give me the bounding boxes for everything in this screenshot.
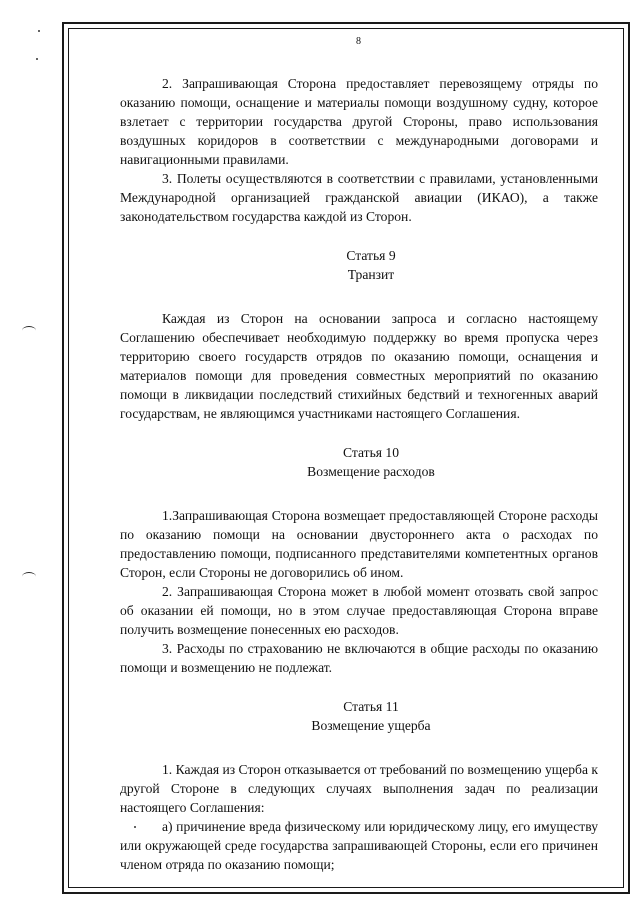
page-number: 8 — [356, 36, 361, 47]
section-article-9 — [120, 246, 598, 423]
scan-speck — [36, 58, 38, 60]
section-article-10 — [120, 443, 598, 677]
article-title: Возмещение ущерба — [311, 718, 431, 733]
binding-hole-mark — [22, 326, 36, 335]
scan-speck — [38, 30, 40, 32]
paragraph: Каждая из Сторон на основании запроса и согласно настоящему Соглашению обеспечивает необходимую поддержку во время пропуска через территорию своего государств отрядов по оказанию помощи, оснащения и материалов помощи для проведения совместных мероприятий по оказанию помощи в ликвидации последствий стихийных бедствий и техногенных аварий государствам, не являющимся участниками настоящего Соглашения. — [120, 311, 598, 421]
paragraph: 1.Запрашивающая Сторона возмещает предоставляющей Стороне расходы по оказанию помощи на основании двустороннего акта о расходах по предоставлению помощи, подписанного представителями компетентных органов Сторон, если Стороны не договорились об ином. — [120, 508, 598, 580]
paragraph: 2. Запрашивающая Сторона предоставляет перевозящему отряды по оказанию помощи, оснащение и материалы помощи воздушному судну, которое взлетает с территории государства другой Стороны, право использования воздушных коридоров в соответствии с международными договорами и навигационными правилами. — [120, 76, 598, 167]
paragraph: 3. Расходы по страхованию не включаются в общие расходы по оказанию помощи и возмещению не подлежат. — [120, 641, 598, 675]
binding-hole-mark — [22, 572, 36, 581]
article-number: Статья 10 — [342, 445, 400, 460]
paragraph: 3. Полеты осуществляются в соответствии с правилами, установленными Международной организацией гражданской авиации (ИКАО), а также законодательством государства каждой из Сторон. — [120, 171, 598, 224]
article-title: Возмещение расходов — [307, 464, 435, 479]
paragraph: а) причинение вреда физическому или юридическому лицу, его имуществу или окружающей среде государства запрашивающей Стороны, если его причинен членом отряда по оказанию помощи; — [120, 819, 598, 872]
paragraph: 1. Каждая из Сторон отказывается от требований по возмещению ущерба к другой Стороне в следующих случаях выполнения задач по реализации настоящего Соглашения: — [120, 762, 599, 815]
document-body — [120, 74, 598, 874]
section-article-8-continued — [120, 74, 598, 226]
article-number: Статья 9 — [346, 248, 396, 263]
section-article-11 — [120, 697, 598, 874]
article-title: Транзит — [347, 267, 395, 282]
article-number: Статья 11 — [343, 699, 399, 714]
paragraph: 2. Запрашивающая Сторона может в любой момент отозвать свой запрос об оказании ей помощи, но в этом случае предоставляющая Сторона вправе получить возмещение понесенных ею расходов. — [120, 584, 598, 637]
